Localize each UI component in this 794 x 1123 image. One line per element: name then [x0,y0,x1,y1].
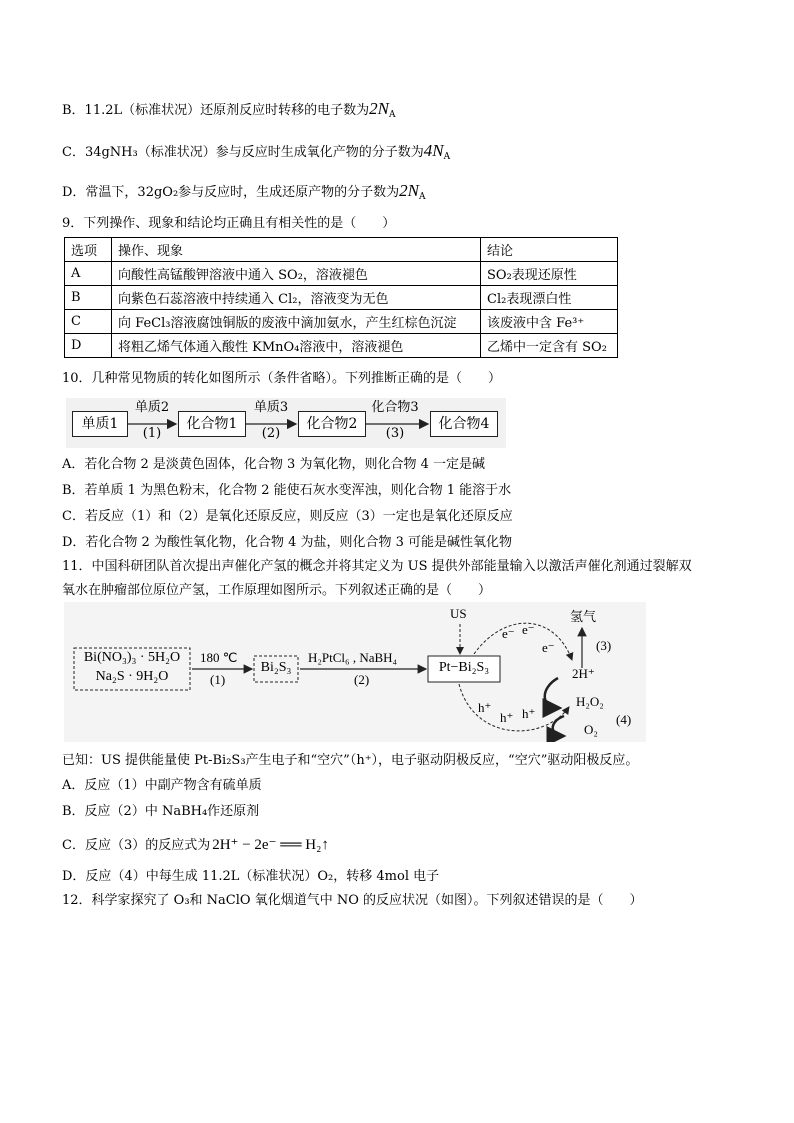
temperature-label: 180 ℃ [200,650,238,665]
flow-step-2: (2) [261,426,281,441]
hole-label-1: h⁺ [478,700,492,715]
electron-label-2: e⁻ [522,622,535,637]
q11-option-d: D．反应（4）中每生成 11.2L（标准状况）O₂，转移 4mol 电子 [62,869,440,884]
us-label: US [450,606,467,621]
flow-reagent-2: 单质3 [253,400,289,415]
table-header-row [65,238,618,262]
q11-option-c: C．反应（3）的反应式为 2H⁺ − 2e⁻ ══ H₂↑ [62,837,329,853]
q10-option-a: A．若化合物 2 是淡黄色固体，化合物 3 为氧化物，则化合物 4 一定是碱 [62,457,485,472]
q10-option-b: B．若单质 1 为黑色粉末，化合物 2 能使石灰水变浑浊，则化合物 1 能溶于水 [62,483,512,498]
hole-label-2: h⁺ [500,710,514,725]
h2o2-label: H₂O₂ [576,694,604,709]
table-row [65,334,618,358]
q8-option-d: D．常温下，32gO₂参与反应时，生成还原产物的分子数为$2N_A$ [62,181,426,202]
table-cell: SO₂表现还原性 [481,262,618,286]
q11-option-b: B．反应（2）中 NaBH₄作还原剂 [62,804,260,819]
electron-label-3: e⁻ [542,640,555,655]
flow-reagent-3: 化合物3 [371,400,419,415]
q11-note: 已知：US 提供能量使 Pt-Bi₂S₃产生电子和“空穴”（h⁺），电子驱动阴极反应，“空穴”驱动阳极反应。 [62,753,639,768]
step-3-label: (3) [596,638,612,653]
electron-label-1: e⁻ [502,626,515,641]
hydrogen-label: 氢气 [570,610,597,625]
reagent-2-label: H₂PtCl₆ , NaBH₄ [308,650,398,665]
table-cell: D [65,334,112,358]
reactant-1: Bi(NO₃)₃ · 5H₂O [83,650,181,665]
flow-box-comp4: 化合物4 [430,411,498,437]
q9-stem: 9．下列操作、现象和结论均正确且有相关性的是（ ） [62,216,396,231]
q8-option-c: C．34gNH₃（标准状况）参与反应时生成氧化产物的分子数为$4N_A$ [62,141,451,162]
table-cell: 向酸性高锰酸钾溶液中通入 SO₂，溶液褪色 [112,262,481,286]
table-cell: 该废液中含 Fe³⁺ [481,310,618,334]
flow-reagent-1: 单质2 [134,400,170,415]
table-cell: Cl₂表现漂白性 [481,286,618,310]
step-1-label: (1) [210,672,226,687]
h-ion-label: 2H⁺ [572,666,595,681]
flow-step-3: (3) [385,426,405,441]
q10-stem: 10．几种常见物质的转化如图所示（条件省略）。下列推断正确的是（ ） [62,371,502,386]
flow-box-comp1: 化合物1 [178,411,246,437]
table-header-cell: 选项 [65,238,112,262]
q9-table [64,237,618,358]
table-row [65,286,618,310]
flow-step-1: (1) [142,426,162,441]
q11-diagram [64,602,646,742]
table-row [65,262,618,286]
table-header-cell: 结论 [481,238,618,262]
q12-stem: 12．科学家探究了 O₃和 NaClO 氧化烟道气中 NO 的反应状况（如图）。下列叙述错误的是（ ） [62,893,643,908]
product-bi2s3: Bi₂S₃ [260,660,292,675]
table-cell: B [65,286,112,310]
step-2-label: (2) [354,672,370,687]
table-cell: 将粗乙烯气体通入酸性 KMnO₄溶液中，溶液褪色 [112,334,481,358]
table-row [65,310,618,334]
table-header-cell: 操作、现象 [112,238,481,262]
flow-box-comp2: 化合物2 [298,411,366,437]
hole-label-3: h⁺ [522,706,536,721]
q10-option-c: C．若反应（1）和（2）是氧化还原反应，则反应（3）一定也是氧化还原反应 [62,509,513,524]
reaction-formula: 2H⁺ − 2e⁻ ══ H₂↑ [212,837,329,853]
q11-stem-line2: 氧水在肿瘤部位原位产氢，工作原理如图所示。下列叙述正确的是（ ） [62,583,492,598]
table-cell: 乙烯中一定含有 SO₂ [481,334,618,358]
catalyst-pt-bi2s3: Pt−Bi₂S₃ [438,660,490,675]
q11-stem-line1: 11．中国科研团队首次提出声催化产氢的概念并将其定义为 US 提供外部能量输入以激活声催化剂通过裂解双 [62,559,692,574]
table-cell: A [65,262,112,286]
step-4-label: (4) [616,712,632,727]
q10-option-d: D．若化合物 2 为酸性氧化物，化合物 4 为盐，则化合物 3 可能是碱性氧化物 [62,535,513,550]
table-cell: 向紫色石蕊溶液中持续通入 Cl₂，溶液变为无色 [112,286,481,310]
table-cell: C [65,310,112,334]
q11-option-a: A．反应（1）中副产物含有硫单质 [62,778,262,793]
flow-box-elem1: 单质1 [72,411,128,437]
q8-option-b: B．11.2L（标准状况）还原剂反应时转移的电子数为$2N_A$ [62,99,396,120]
reactant-2: Na₂S · 9H₂O [95,669,169,684]
table-cell: 向 FeCl₃溶液腐蚀铜版的废液中滴加氨水，产生红棕色沉淀 [112,310,481,334]
q10-flow-diagram [66,398,506,448]
o2-label: O₂ [584,722,598,737]
